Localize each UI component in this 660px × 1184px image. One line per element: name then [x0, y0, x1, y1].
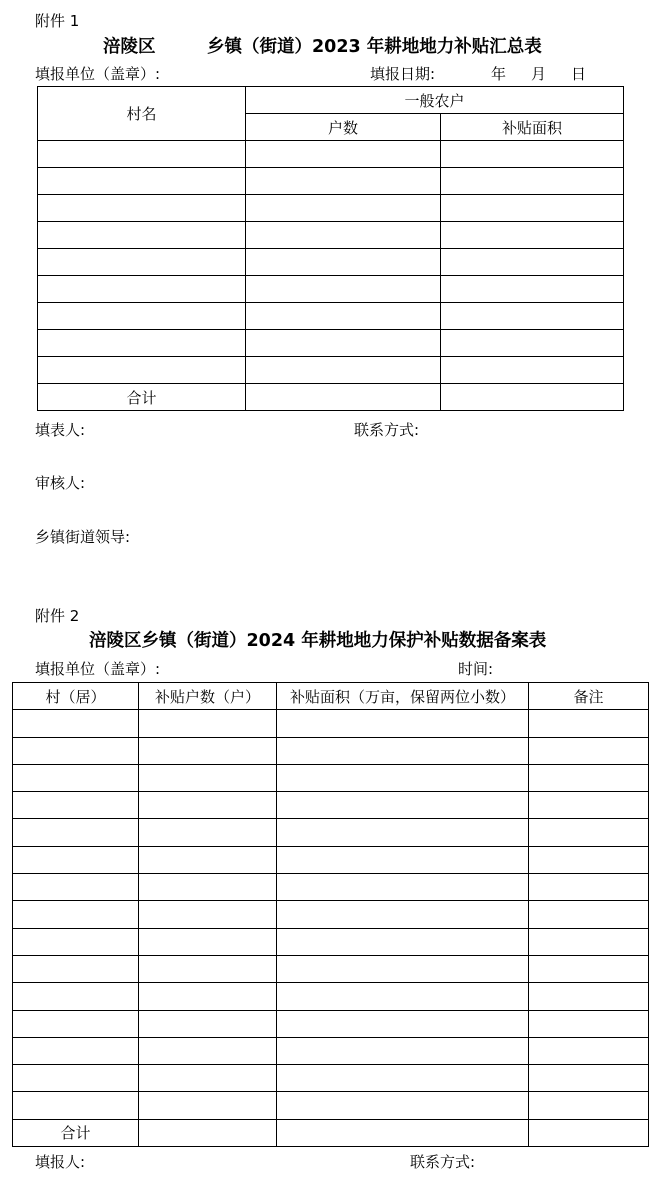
annex2-unit-label: 填报单位（盖章）:	[35, 660, 161, 678]
annex1-total-row	[38, 384, 624, 411]
table-row	[38, 276, 624, 303]
annex2-label: 附件 2	[35, 607, 80, 625]
table-row	[13, 983, 649, 1010]
table-row	[38, 141, 624, 168]
annex1-title: 乡镇（街道）2023 年耕地地力补贴汇总表	[207, 37, 542, 57]
annex1-filler-label: 填表人:	[35, 421, 86, 439]
annex2-filler-label: 填报人:	[35, 1153, 86, 1171]
annex1-date-month: 月	[531, 65, 547, 83]
annex2-header-households: 补贴户数（户）	[139, 683, 277, 710]
annex1-reviewer-label: 审核人:	[35, 474, 86, 492]
annex1-header-area: 补贴面积	[441, 114, 624, 141]
table-row	[38, 195, 624, 222]
annex2-total-label: 合计	[13, 1119, 139, 1146]
annex1-unit-label: 填报单位（盖章）:	[35, 65, 161, 83]
table-row	[38, 249, 624, 276]
table-row	[13, 1010, 649, 1037]
table-row	[13, 874, 649, 901]
annex2-header-village: 村（居）	[13, 683, 139, 710]
table-row	[13, 737, 649, 764]
annex1-summary-table	[37, 86, 624, 411]
table-row	[13, 710, 649, 737]
annex2-time-label: 时间:	[458, 660, 494, 678]
table-row	[13, 955, 649, 982]
annex1-date-label: 填报日期:	[370, 65, 436, 83]
table-row	[13, 1092, 649, 1119]
table-row	[13, 792, 649, 819]
table-row	[13, 846, 649, 873]
annex2-header-area: 补贴面积（万亩，保留两位小数）	[277, 683, 529, 710]
annex2-record-table	[12, 682, 649, 1147]
table-row	[13, 901, 649, 928]
annex1-contact-label: 联系方式:	[354, 421, 420, 439]
annex1-label: 附件 1	[35, 12, 80, 30]
table-row	[38, 330, 624, 357]
annex1-header-village: 村名	[38, 87, 246, 141]
annex1-date-year: 年	[491, 65, 507, 83]
annex1-total-label: 合计	[38, 384, 246, 411]
annex1-header-households: 户数	[246, 114, 441, 141]
annex2-header-remarks: 备注	[529, 683, 649, 710]
annex1-date-day: 日	[571, 65, 587, 83]
table-row	[13, 1065, 649, 1092]
table-row	[13, 928, 649, 955]
table-row	[38, 168, 624, 195]
annex2-title: 涪陵区乡镇（街道）2024 年耕地地力保护补贴数据备案表	[89, 631, 547, 651]
annex2-contact-label: 联系方式:	[410, 1153, 476, 1171]
table-row	[38, 303, 624, 330]
table-row	[13, 819, 649, 846]
annex1-title-district: 涪陵区	[103, 37, 156, 57]
annex1-header-group: 一般农户	[246, 87, 624, 114]
annex2-total-row	[13, 1119, 649, 1146]
table-row	[13, 764, 649, 791]
table-row	[38, 222, 624, 249]
annex1-leader-label: 乡镇街道领导:	[35, 528, 131, 546]
table-row	[38, 357, 624, 384]
table-row	[13, 1037, 649, 1064]
